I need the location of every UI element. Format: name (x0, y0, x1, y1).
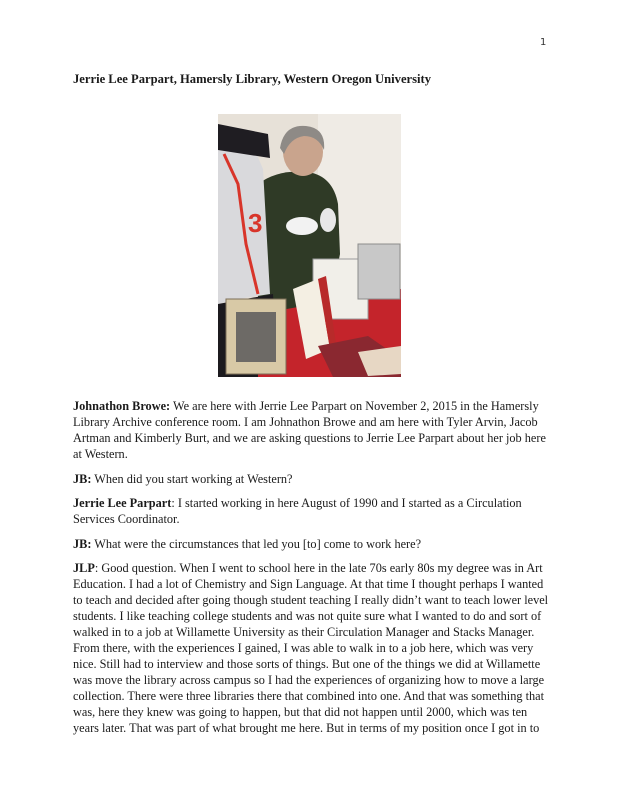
speaker-label: Jerrie Lee Parpart (73, 496, 172, 510)
paragraph (73, 536, 549, 552)
speaker-label: JB: (73, 471, 92, 486)
paragraph-text: What were the circumstances that led you [to] come to work here? (91, 536, 422, 551)
paragraph (73, 398, 549, 462)
paragraph (73, 495, 549, 527)
interview-photo (218, 114, 401, 377)
transcript-body (73, 398, 549, 745)
speaker-label: Johnathon Browe: (73, 399, 171, 413)
paragraph (73, 471, 549, 487)
speaker-label: JB: (73, 536, 92, 551)
page-number: 1 (540, 37, 547, 48)
jersey-number: 3 (248, 208, 263, 238)
paragraph-text: We are here with Jerrie Lee Parpart on November 2, 2015 in the Hamersly Library Archive conference room. I am Johnathon Browe and am here with Tyler Arvin, Jacob Artman and Kimberly Burt, and we are asking questions to Jerrie Lee Parpart about her job here at Western. (73, 399, 546, 461)
paragraph-text: : Good question. When I went to school here in the late 70s early 80s my degree was in Art Education. I had a lot of Chemistry and Sign Language. At that time I thought perhaps I wanted to teach and decided after going though student teaching I really didn’t want to teach lower level students. I like teaching college students and was not quite sure what I wanted to do and sort of walked in to a job at Willamette University as their Circulation Manager and Stacks Manager. From there, with the experiences I gained, I was able to walk in to a job here, which was very nice. Still had to interview and those sorts of things. But one of the things we did at Willamette was move the library across campus so I had the experiences of organizing how to move a large collection. There were three libraries there that combined into one. And that was something that was, here they knew was going to happen, but that did not happen until 2000, which was ten years later. That was part of what brought me here. But in terms of my position once I got in to (73, 561, 549, 735)
speaker-label: JLP (73, 561, 95, 575)
paragraph-text: : I started working in here August of 1990 and I started as a Circulation Services Coordinator. (73, 496, 522, 526)
photo-illustration (218, 114, 401, 377)
document-title: Jerrie Lee Parpart, Hamersly Library, Western Oregon University (73, 72, 432, 86)
paragraph (73, 560, 549, 736)
paragraph-text: When did you start working at Western? (91, 471, 293, 486)
